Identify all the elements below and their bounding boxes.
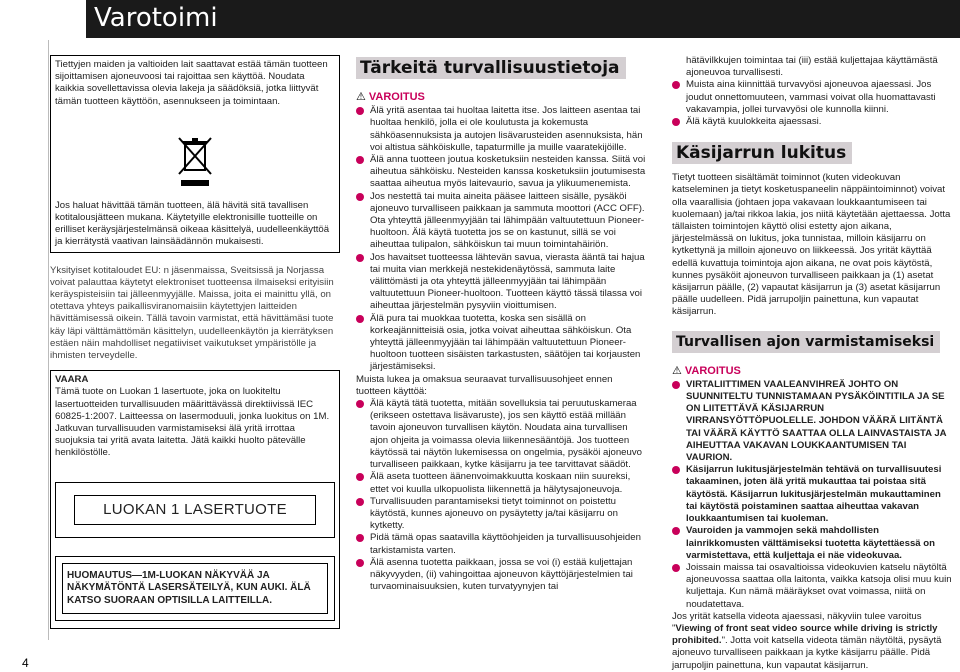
handbrake-text: Tietyt tuotteen sisältämät toiminnot (kuten videokuvan katseleminen ja tietyt kosketuspaneelin näppäintoiminnot) voivat olla vaarallisia (johtaen jopa vakavaan loukkaantumiseen tai kuolemaan) ja/tai rikkoa lakia, jos niitä käytetään ajettaessa. Jotta tällaisten toimintojen käyttö olisi estetty ajon aikana, järjestelmässä on lukitus, joka tunnistaa, milloin käsijarru on kytkettynä ja milloin ajoneuvo on liikkeessä. Jos yrität käyttää edellä kuvattuja toimintoja ajon aikana, ne ovat pois käytöstä, kunnes pysäköit ajoneuvon turvalliseen paikkaan ja (1) asetat käsijarrun päälle, (2) vapautat käsijarrun ja (3) asetat käsijarrun päälle uudelleen. Pidä jarrupoljin painettuna, kun vapautat käsijarrun. [672,172,951,318]
closing-bold: Viewing of front seat video source while driving is strictly prohibited. [672,622,938,647]
header-bar [0,0,960,40]
warning-label: VAROITUS [684,364,741,377]
list-item: Käsijarrun lukitusjärjestelmän tehtävä on turvallisuutesi takaaminen, joten älä yritä mukauttaa tai poistaa sitä käytöstä. Käsijarrun lukitusjärjestelmän mukauttaminen tai käytöstä poistaminen saattaa aiheuttaa vakavan loukkaantumisen tai kuoleman. [672,464,954,525]
laser-label-outer [55,482,335,538]
page-title: Varotoimi [94,3,218,33]
list-item: Älä anna tuotteen joutua kosketuksiin nesteiden kanssa. Siitä voi aiheutua sähköisku. Nesteiden kanssa kosketuksiin joutumisesta saattaa aiheutua myös laitevaurio, savua ja ylikuumenemista. [356,154,648,191]
list-item: Älä asenna tuotetta paikkaan, jossa se voi (i) estää kuljettajan näkyvyyden, (ii) vahingoittaa ajoneuvon käyttöjärjestelmien tai turvaominaisuuksien, kuten turvatyynyjen tai [356,557,648,594]
mid-text: Muista lukea ja omaksua seuraavat turvallisuusohjeet ennen tuotteen käyttöä: [356,373,613,397]
vaara-box [50,370,340,629]
closing-post: ". Jotta voit katsella videota tämän näytöltä, pysäytä ajoneuvo turvalliseen paikkaan ja kytke käsijarru päälle. Pidä jarrupoljin painettuna, kun vapautat käsijarrun. [672,635,942,671]
section-heading-safe-driving: Turvallisen ajon varmistamiseksi [672,331,940,353]
laser-warning-outer [55,556,335,622]
title-block [86,0,960,38]
list-item: Älä käytä kuulokkeita ajaessasi. [672,116,954,128]
warning-label: VAROITUS [368,91,425,103]
warning-triangle-icon: ⚠ [356,91,366,103]
list-item: Jos havaitset tuotteessa lähtevän savua, vierasta ääntä tai hajua tai muita vian merkkejä nestekidenäytössä, sammuta laite välittömästi ja ota yhteyttä jälleenmyyjään tai lähimpään valtuutettuun Pioneer-huoltoon. Tuotteen käyttö tässä tilassa voi aiheuttaa järjestelmän pysyviin vioittumisen. [356,252,648,313]
list-item: Vauroiden ja vammojen sekä mahdollisten lainrikkomusten välttämiseksi tuotetta käytettäessä on varmistettava, että kuljettaja ei näe videokuvaa. [672,525,954,562]
vaara-text: Tämä tuote on Luokan 1 lasertuote, joka on luokiteltu lasertuotteiden turvallisuuden määrittävässä direktiivissä IEC 60825-1:2007. Laitteessa on lasermoduuli, jonka luokitus on 1M. Jatkuvan turvallisuuden varmistamiseksi älä yritä irrottaa suojuksia tai yritä avata laitetta. Jätä kaikki huolto pätevälle henkilöstölle. [55,386,330,459]
list-item: VIRTALIITTIMEN VAALEANVIHREÄ JOHTO ON SUUNNITELTU TUNNISTAMAAN PYSÄKÖINTITILA JA SE ON LIITETTÄVÄ KÄSIJARRUN VIRRANSYÖTTÖPUOLELLE. JOHDON VÄÄRÄ LIITÄNTÄ TAI VÄÄRÄ KÄYTTÖ SAATTAA OLLA LAINVASTAISTA JA AIHEUTTAA VAKAVAN LOUKKAANTUMISEN TAI VAURION. [672,379,954,464]
laser-warning-label: HUOMAUTUS—1M-LUOKAN NÄKYVÄÄ JA NÄKYMÄTÖNTÄ LASERSÄTEILYÄ, KUN AUKI. ÄLÄ KATSO SUORAAN OPTISILLA LAITTEILLA. [62,563,328,615]
list-item: Muista aina kiinnittää turvavyösi ajoneuvoa ajaessasi. Jos joudut onnettomuuteen, vammasi voivat olla huomattavasti vakavampia, jollei turvavyösi ole kunnolla kiinni. [672,79,954,116]
crossed-bin-icon [177,136,213,188]
list-item: Älä käytä tätä tuotetta, mitään sovelluksia tai peruutuskameraa (erikseen ostettava lisävaruste), jos sen käyttö estää millään tavoin ajoneuvon turvallisen käytön. Noudata aina turvallisen ajon ohjeita ja voimassa olevia liikennesääntöjä. Jos tuotteen käytössä tai näytön lukemisessa on ongelmia, pysäköi ajoneuvo turvalliseen paikkaan, kytke käsijarru ja tee tarvittavat säädöt. [356,398,648,471]
section-heading-handbrake: Käsijarrun lukitus [672,142,852,164]
weee-text: Jos haluat hävittää tämän tuotteen, älä hävitä sitä tavallisen kotitalousjätteen mukana. Käytetyille elektronisille tuotteille on erilliset keräysjärjestelmänsä oikeaa käsittelyä, uudelleenkäyttöä ja kierrätystä vaativan lainsäädännön mukaisesti. [55,199,330,248]
list-item: Älä aseta tuotteen äänenvoimakkuutta koskaan niin suureksi, ettet voi kuulla ulkopuolista liikennettä ja hälytysajoneuvoja. [356,471,648,495]
continued-text: hätävilkkujen toimintaa tai (iii) estää kuljettajaa käyttämästä ajoneuvoa turvallisesti. [686,55,938,79]
eu-text: Yksityiset kotitaloudet EU: n jäsenmaissa, Sveitsissä ja Norjassa voivat palauttaa käytetyt elektroniset tuotteensa ilmaiseksi erityisiin keräyspisteisiin tai jälleenmyyjälle. Maissa, joita ei mainittu yllä, on otettava yhteys paikallisviranomaisiin käytettyjen laitteiden hävittämisessä oikein. Tällä tavoin varmistat, että hävittämäsi tuote käy läpi välttämättömän käsittelyn, uudelleenkäytön ja kierrätyksen estäen näin mahdolliset negatiiviset vaikutukset ympäristölle ja ihmisten terveydelle. [50,264,334,362]
list-item: Jos nestettä tai muita aineita pääsee laitteen sisälle, pysäköi ajoneuvo turvalliseen paikkaan ja sammuta moottori (ACC OFF). Ota yhteyttä jälleenmyyjään tai lähimpään valtuutettuun Pioneer-huoltoon. Älä käytä tuotetta jos se on kastunut, sillä se voi aiheuttaa tulipalon, sähköiskun tai muun toimintahäiriön. [356,191,648,252]
safety-list [356,398,648,593]
list-item: Älä yritä asentaa tai huoltaa laitetta itse. Jos laitteen asentaa tai huoltaa henkilö, jolla ei ole koulutusta ja kokemusta sähköasennuksista ja autojen lisävarusteiden asennuksista, hän voi altistua sähköiskulle, tapaturmille ja muille vaaratekijöille. [356,105,648,154]
intro-box [50,55,340,253]
left-margin-rule [48,40,49,640]
laser-class-label: LUOKAN 1 LASERTUOTE [74,495,316,525]
column-1 [50,55,340,629]
closing-text [672,611,954,672]
belt-list [672,79,954,128]
driving-warning-list [672,379,954,611]
column-3 [672,55,954,672]
list-item: Älä pura tai muokkaa tuotetta, koska sen sisällä on korkeajännitteisiä osia, jotka voivat aiheuttaa sähköiskun. Ota yhteyttä jälleenmyyjään tai lähimpään valtuutettuun Pioneer-huoltoon tuotteen sisäisten tarkastusten, säätöjen tai korjausten järjestämiseksi. [356,313,648,374]
warning-triangle-icon: ⚠ [672,364,682,377]
list-item: Turvallisuuden parantamiseksi tietyt toiminnot on poistettu käytöstä, kunnes ajoneuvo on pysäytetty ja/tai käsijarru on kytketty. [356,496,648,533]
closing-pre: Jos yrität katsella videota ajaessasi, näkyviin tulee varoitus " [672,610,922,634]
column-2 [356,55,648,593]
vaara-title: VAARA [55,374,89,386]
warning-heading [356,91,648,103]
warning-list [356,105,648,373]
page-number: 4 [22,656,29,670]
list-item: Joissain maissa tai osavaltioissa videokuvien katselu näytöltä ajoneuvossa saattaa olla laitonta, vaikka katsoja olisi muu kuin kuljettaja. Kun nämä määräykset ovat voimassa, niitä on noudatettava. [672,562,954,611]
intro-text: Tiettyjen maiden ja valtioiden lait saattavat estää tämän tuotteen sijoittamisen ajoneuvoosi tai rajoittaa sen käyttöä. Noudata kaikkia sovellettavissa olevia lakeja ja säädöksiä, jotka liittyvät tämän tuotteen käyttöön, asennukseen ja toimintaan. [55,59,328,107]
section-heading-safety: Tärkeitä turvallisuustietoja [356,57,626,79]
warning-heading [672,365,954,377]
list-item: Pidä tämä opas saatavilla käyttöohjeiden ja turvallisuusohjeiden tarkistamista varten. [356,532,648,556]
